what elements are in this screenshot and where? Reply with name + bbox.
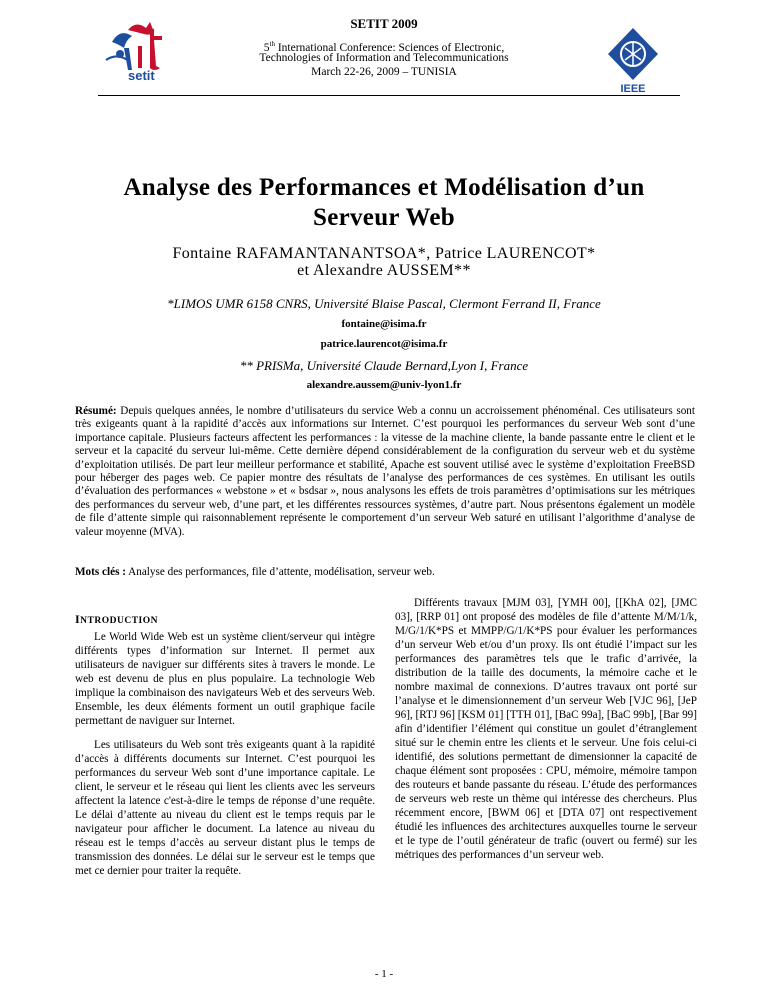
page-number: - 1 -	[374, 968, 394, 980]
setit-logo	[98, 18, 188, 82]
ieee-logo-text: IEEE	[620, 83, 646, 94]
section-heading-introduction	[75, 612, 158, 627]
conference-name: SETIT 2009	[350, 16, 418, 31]
keywords	[75, 566, 695, 579]
setit-logo-text: setit	[128, 68, 155, 82]
paper-title: Analyse des Performances et Modélisation d’un Serveur Web	[123, 174, 645, 231]
affiliation-prisma: ** PRISMa, Université Claude Bernard,Lyon I, France	[239, 358, 529, 373]
authors-line-2: et Alexandre AUSSEM**	[297, 262, 471, 279]
email-patrice[interactable]: patrice.laurencot@isima.fr	[320, 338, 448, 350]
authors-line-1: Fontaine RAFAMANTANANTSOA*, Patrice LAURENCOT*	[172, 245, 596, 262]
heading-initial: I	[75, 612, 81, 626]
intro-paragraph-2: Les utilisateurs du Web sont très exigeants quant à la rapidité d’accès à différents documents sur Internet. C’est pourquoi les performances du serveur Web sont d’une importance capitale. Le client, le serveur et le réseau qui lient les clients avec les serveurs affectent la latence c'est-à-dire le temps de réponse d’une requête. Le délai d’attente au niveau du client est le temps requis par le navigateur pour afficher le document. La latence au niveau du réseau est le temps d’accès au serveur distant plus le temps de transmission des données. Le délai sur le serveur est le temps que met ce dernier pour traiter la requête.	[75, 739, 375, 877]
conference-date: March 22-26, 2009 – TUNISIA	[311, 66, 457, 78]
conference-line-2: Technologies of Information and Telecommunications	[259, 52, 509, 64]
conference-line-1-text: International Conference: Sciences of Electronic,	[277, 41, 505, 54]
abstract-label: Résumé:	[75, 405, 117, 417]
email-fontaine[interactable]: fontaine@isima.fr	[341, 318, 427, 330]
heading-rest: NTRODUCTION	[80, 616, 158, 626]
email-alexandre[interactable]: alexandre.aussem@univ-lyon1.fr	[306, 379, 462, 391]
intro-paragraph-1: Le World Wide Web est un système client/serveur qui intègre différents types d’information sur Internet. Il permet aux utilisateurs de naviguer sur différents sites à travers le monde. Le web est devenu de plus en plus populaire. La technologie Web implique la combinaison des navigateurs Web et des serveurs Web. Ensemble, les deux éléments forment un outil graphique facile permettant de naviguer sur Internet.	[75, 631, 375, 727]
intro-paragraph-3: Différents travaux [MJM 03], [YMH 00], [[KhA 02], [JMC 03], [RRP 01] ont proposé des modèles de file d’attente M/M/1/k, M/G/1/K*PS et MMPP/G/1/K*PS pour évaluer les performances d’un serveur Web et/ou d’un proxy. Ils ont étudié l’impact sur les performances des paramètres tels que le trafic d’arrivée, la distribution de la taille des documents, la mémoire cache et le nombre maximal de connexions. D’autres travaux ont porté sur l’analyse et le dimensionnement d’un serveur Web [VJC 96], [JeP 96], [RTJ 96] [KSM 01] [TTH 01], [BaC 99a], [BaC 99b], [Bar 99] afin d’identifier l’élément qui constitue un goulet d’étranglement situé sur le chemin entre les clients et le serveur. Une fois celui-ci identifié, des solutions permettant de dimensionner la capacité de chaque élément sont proposées : CPU, mémoire, mémoire tampon des routeurs et bande passante du réseau. L’étude des performances de serveurs web reste un thème qui intéresse des chercheurs. Plus récemment encore, [BWM 06] et [DTA 07] ont respectivement étudié les influences des architectures auxquelles tourne le serveur et le type de l’outil générateur de trafic (ouvert ou fermé) sur les métriques des performances d’un serveur web.	[395, 597, 697, 861]
edition-suffix: th	[269, 40, 275, 48]
abstract	[75, 405, 695, 539]
edition-number: 5	[263, 41, 270, 54]
header-divider	[98, 95, 680, 96]
ieee-logo	[598, 24, 668, 94]
affiliation-limos: *LIMOS UMR 6158 CNRS, Université Blaise Pascal, Clermont Ferrand II, France	[167, 296, 601, 311]
keywords-label: Mots clés :	[75, 566, 126, 578]
keywords-text: Analyse des performances, file d’attente, modélisation, serveur web.	[128, 566, 435, 578]
abstract-text: Depuis quelques années, le nombre d’utilisateurs du service Web a connu un accroissement phénoménal. Ces utilisateurs sont très exigeants quant à la rapidité d’accès aux informations sur Internet. C’est pourquoi les performances du serveur Web sont d’une importance capitale. Plusieurs facteurs affectent les performances : la vitesse de la machine cliente, la bande passante entre le client et le serveur et la capacité du serveur lui-même. Cette dernière dépend considérablement de la configuration du serveur web et du système d’exploitation utilisés. De part leur meilleur performance et stabilité, Apache est souvent utilisé avec le système d’exploitation FreeBSD pour héberger des pages web. Ce papier montre des résultats de l’analyse des performances de ces systèmes. En utilisant les outils d’évaluation des performances « webstone » et « bsdsar », nous analysons les effets de trois paramètres d’optimisations sur les métriques des performances du serveur web, d’une part, et les différentes ressources systèmes, d’autre part. Nous présentons également un modèle de file d’attente simple qui raisonnablement représente le comportement d’un serveur Web saturé en utilisant l’algorithme d’analyse de valeur moyenne (MVA).	[75, 405, 695, 538]
